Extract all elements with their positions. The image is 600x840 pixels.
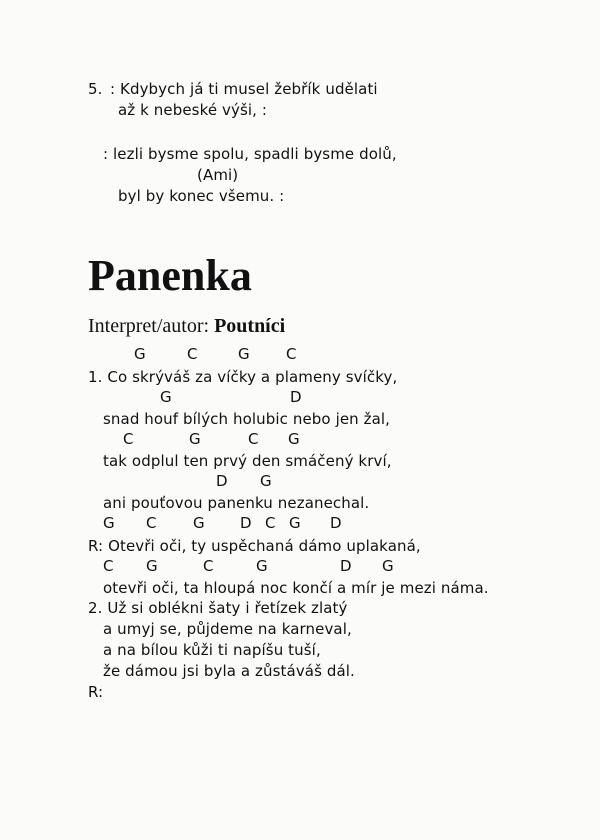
chord: G: [189, 430, 201, 448]
chord: G: [193, 514, 205, 532]
chord: G: [288, 430, 300, 448]
lyric-line: ani pouťovou panenku nezanechal.: [103, 494, 370, 512]
author-name: Poutníci: [214, 315, 286, 337]
chorus-reference: R:: [88, 683, 104, 701]
lyric-line: až k nebeské výši, :: [118, 101, 268, 119]
lyric-line: snad houf bílých holubic nebo jen žal,: [103, 410, 391, 428]
lyric-line: : lezli bysme spolu, spadli bysme dolů,: [103, 145, 397, 163]
chord: C: [187, 345, 198, 363]
lyric-line: : Kdybych já ti musel žebřík udělati: [110, 80, 378, 98]
chord: C: [123, 430, 134, 448]
song-title: Panenka: [88, 251, 252, 300]
chord: D: [330, 514, 342, 532]
chord: G: [382, 557, 394, 575]
chord: C: [146, 514, 157, 532]
author-label: Interpret/autor:: [88, 315, 210, 337]
chord: C: [103, 557, 114, 575]
lyric-line: byl by konec všemu. :: [118, 187, 285, 205]
chord-annotation: (Ami): [197, 166, 239, 184]
chord: C: [265, 514, 276, 532]
chorus-line: otevři oči, ta hloupá noc končí a mír je mezi náma.: [103, 579, 489, 597]
lyric-line: a umyj se, půjdeme na karneval,: [103, 620, 352, 638]
chord: D: [340, 557, 352, 575]
chord: G: [256, 557, 268, 575]
chord: D: [240, 514, 252, 532]
lyric-line: tak odplul ten prvý den smáčený krví,: [103, 452, 392, 470]
lyric-line: 1. Co skrýváš za víčky a plameny svíčky,: [88, 368, 398, 386]
verse-number: 5.: [88, 80, 103, 98]
chord: G: [134, 345, 146, 363]
lyric-line: že dámou jsi byla a zůstáváš dál.: [103, 662, 355, 680]
chord: G: [160, 388, 172, 406]
chord: G: [103, 514, 115, 532]
chord: C: [286, 345, 297, 363]
chord: D: [216, 472, 228, 490]
chord: D: [290, 388, 302, 406]
lyric-line: 2. Už si oblékni šaty i řetízek zlatý: [88, 599, 348, 617]
chorus-line: R: Otevři oči, ty uspěchaná dámo uplakaná,: [88, 537, 421, 555]
lyric-line: a na bílou kůži ti napíšu tuší,: [103, 641, 321, 659]
chord: C: [203, 557, 214, 575]
chord: G: [238, 345, 250, 363]
chord: G: [146, 557, 158, 575]
song-author: [88, 314, 285, 338]
chord: G: [289, 514, 301, 532]
chord: C: [248, 430, 259, 448]
chord: G: [260, 472, 272, 490]
